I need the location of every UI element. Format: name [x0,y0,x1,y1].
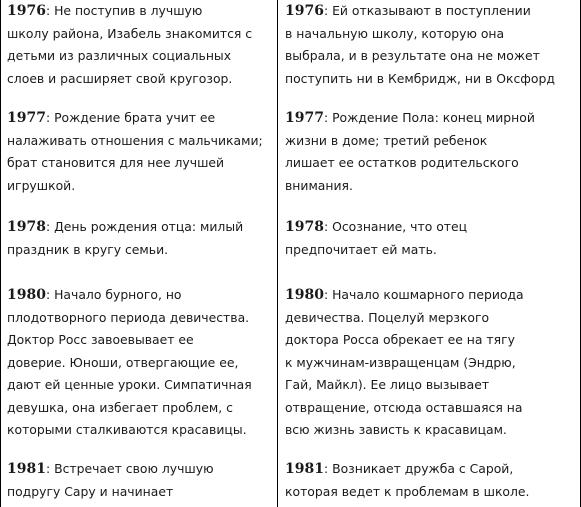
year: 1978 [285,219,324,235]
left-entry-1976 [7,0,252,90]
entry-text: внимания. [285,177,353,193]
entry-text: которыми сталкиваются красавицы. [7,422,247,437]
entry-text: доктора Росса обрекает ее на тягу [285,332,515,347]
entry-text: : Начало бурного, но [45,287,182,302]
entry-text: детьми из различных социальных [7,48,232,63]
entry-text: игрушкой. [7,177,76,193]
entry-text: которая ведет к проблемам в школе. [285,483,530,499]
entry-text: выбрала, и в результате она не может [285,48,540,63]
entry-text: : Ей отказывают в поступлении [323,3,531,18]
year: 1981 [285,461,324,477]
right-entry-1981 [285,458,530,503]
entry-text: жизни в доме; третий ребенок [285,132,488,148]
entry-text: : Рождение брата учит ее [45,110,216,125]
entry-text: поступить ни в Кембридж, ни в Оксфорд [285,70,555,86]
right-entry-1978 [285,216,467,261]
right-entry-1977 [285,107,535,197]
entry-text: девушка, она избегает проблем, с [7,399,233,415]
entry-text: доверие. Юноши, отвергающие ее, [7,354,239,370]
entry-text: всю жизнь зависть к красавицам. [285,422,507,437]
left-entry-1980 [7,284,252,442]
entry-text: брат становится для нее лучшей [7,155,225,170]
year: 1976 [7,3,46,19]
entry-text: в начальную школу, которую она [285,25,505,41]
entry-text: лишает ее остатков родительского [285,155,519,170]
year: 1981 [7,461,46,477]
right-entry-1980 [285,284,524,442]
left-entry-1978 [7,216,243,261]
entry-text: подругу Сару и начинает [7,483,174,499]
year: 1976 [285,3,324,19]
entry-text: школу района, Изабель знакомится с [7,25,253,41]
entry-text: плодотворного периода девичества. [7,309,250,325]
year: 1977 [285,110,324,126]
entry-text: праздник в кругу семьи. [7,241,169,257]
entry-text: девичества. Поцелуй мерзкого [285,309,490,325]
entry-text: : Встречает свою лучшую [45,461,214,476]
entry-text: : Рождение Пола: конец мирной [323,110,535,125]
entry-text: : Начало кошмарного периода [323,287,524,302]
entry-text: : Не поступив в лучшую [45,3,203,18]
entry-text: : Возникает дружба с Сарой, [323,461,514,476]
column-divider [277,0,278,507]
right-entry-1976 [285,0,555,90]
left-entry-1981 [7,458,214,503]
entry-text: отвращение, отсюда оставшаяся на [285,399,523,415]
year: 1978 [7,219,46,235]
entry-text: : Осознание, что отец [323,219,468,234]
year: 1977 [7,110,46,126]
year: 1980 [7,287,46,303]
entry-text: к мужчинам-извращенцам (Эндрю, [285,354,516,370]
entry-text: налаживать отношения с мальчиками; [7,132,263,148]
entry-text: дают ей ценные уроки. Симпатичная [7,377,252,392]
entry-text: : День рождения отца: милый [45,219,244,234]
entry-text: слоев и расширяет свой кругозор. [7,70,233,86]
entry-text: Доктор Росс завоевывает ее [7,332,194,347]
year: 1980 [285,287,324,303]
entry-text: предпочитает ей мать. [285,241,437,257]
left-entry-1977 [7,107,263,197]
entry-text: Гай, Майкл). Ее лицо вызывает [285,377,490,392]
